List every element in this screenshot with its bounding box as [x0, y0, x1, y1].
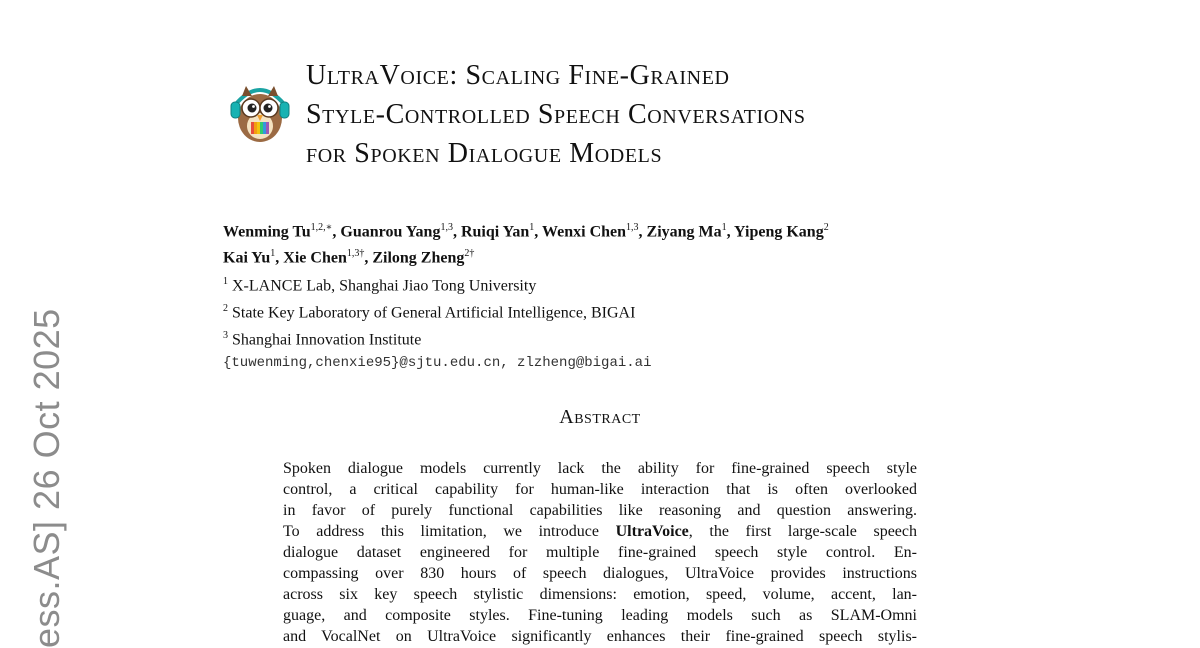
abstract-line — [283, 521, 917, 542]
author-sep: , — [726, 223, 735, 241]
author-name: Xie Chen — [283, 249, 347, 267]
author-affil-sup: 2† — [464, 248, 475, 260]
abstract-line: compassing over 830 hours of speech dialogues, UltraVoice provides instructions — [283, 565, 917, 582]
abstract-body — [283, 458, 917, 647]
author-affil-sup: 1,3 — [626, 222, 639, 233]
affiliation-text: Shanghai Innovation Institute — [232, 331, 422, 349]
affiliation-3 — [223, 324, 829, 351]
author-affil-sup: 1 — [270, 248, 276, 260]
affiliation-text: X-LANCE Lab, Shanghai Jiao Tong University — [232, 276, 537, 294]
author-sep: , — [332, 223, 341, 241]
author-affil-sup: 1,2,∗ — [310, 222, 333, 233]
author-line-2 — [223, 243, 829, 269]
author-sep: , — [452, 223, 461, 241]
affiliation-num: 1 — [223, 275, 228, 287]
abstract-text: , the first large-scale speech — [688, 523, 917, 540]
dataset-name: UltraVoice — [615, 523, 689, 540]
abstract-line: control, a critical capability for human-like interaction that is often overlooked — [283, 481, 917, 498]
title-line-3: for Spoken Dialogue Models — [306, 138, 663, 169]
author-name: Kai Yu — [223, 249, 271, 267]
author-affil-sup: 1,3 — [440, 222, 453, 233]
author-name: Guanrou Yang — [340, 223, 441, 241]
owl-headphones-logo-icon — [228, 74, 292, 144]
author-affil-sup: 1 — [529, 222, 535, 233]
affiliation-1 — [223, 270, 829, 297]
abstract-line: in favor of purely functional capabilities like reasoning and question answering. — [283, 502, 917, 519]
author-sep: , — [364, 249, 373, 267]
abstract-line: guage, and composite styles. Fine-tuning leading models such as SLAM-Omni — [283, 607, 917, 624]
author-block — [223, 217, 829, 374]
author-affil-sup: 1,3† — [346, 248, 365, 260]
author-sep: , — [534, 223, 542, 241]
paper-title — [306, 56, 806, 173]
author-name: Wenming Tu — [223, 223, 311, 241]
author-name: Yipeng Kang — [734, 223, 824, 241]
author-line-1 — [223, 217, 829, 243]
title-line-2: Style-Controlled Speech Conversations — [306, 99, 806, 130]
abstract-heading: Abstract — [559, 406, 641, 428]
abstract-line: Spoken dialogue models currently lack the ability for fine-grained speech style — [283, 460, 917, 477]
author-sep: , — [275, 249, 284, 267]
arxiv-side-stamp: ess.AS] 26 Oct 2025 — [26, 308, 67, 648]
author-name: Wenxi Chen — [542, 223, 627, 241]
abstract-text: To address this limitation, we introduce — [283, 523, 616, 540]
author-name: Ruiqi Yan — [460, 223, 530, 241]
affiliation-text: State Key Laboratory of General Artificial Intelligence, BIGAI — [232, 304, 636, 322]
affiliation-num: 2 — [223, 302, 228, 314]
contact-emails: {tuwenming,chenxie95}@sjtu.edu.cn, zlzheng@bigai.ai — [223, 354, 652, 371]
title-line-1: UltraVoice: Scaling Fine-Grained — [306, 60, 730, 91]
author-name: Zilong Zheng — [372, 249, 465, 267]
author-affil-sup: 1 — [721, 222, 727, 233]
abstract-line: and VocalNet on UltraVoice significantly enhances their fine-grained speech stylis- — [283, 628, 917, 645]
affiliation-num: 3 — [223, 330, 228, 342]
abstract-line: across six key speech stylistic dimensions: emotion, speed, volume, accent, lan- — [283, 586, 917, 603]
abstract-line: dialogue dataset engineered for multiple fine-grained speech style control. En- — [283, 544, 917, 561]
author-name: Ziyang Ma — [646, 223, 722, 241]
affiliation-2 — [223, 297, 829, 324]
author-sep: , — [638, 223, 647, 241]
author-affil-sup: 2 — [823, 222, 829, 233]
